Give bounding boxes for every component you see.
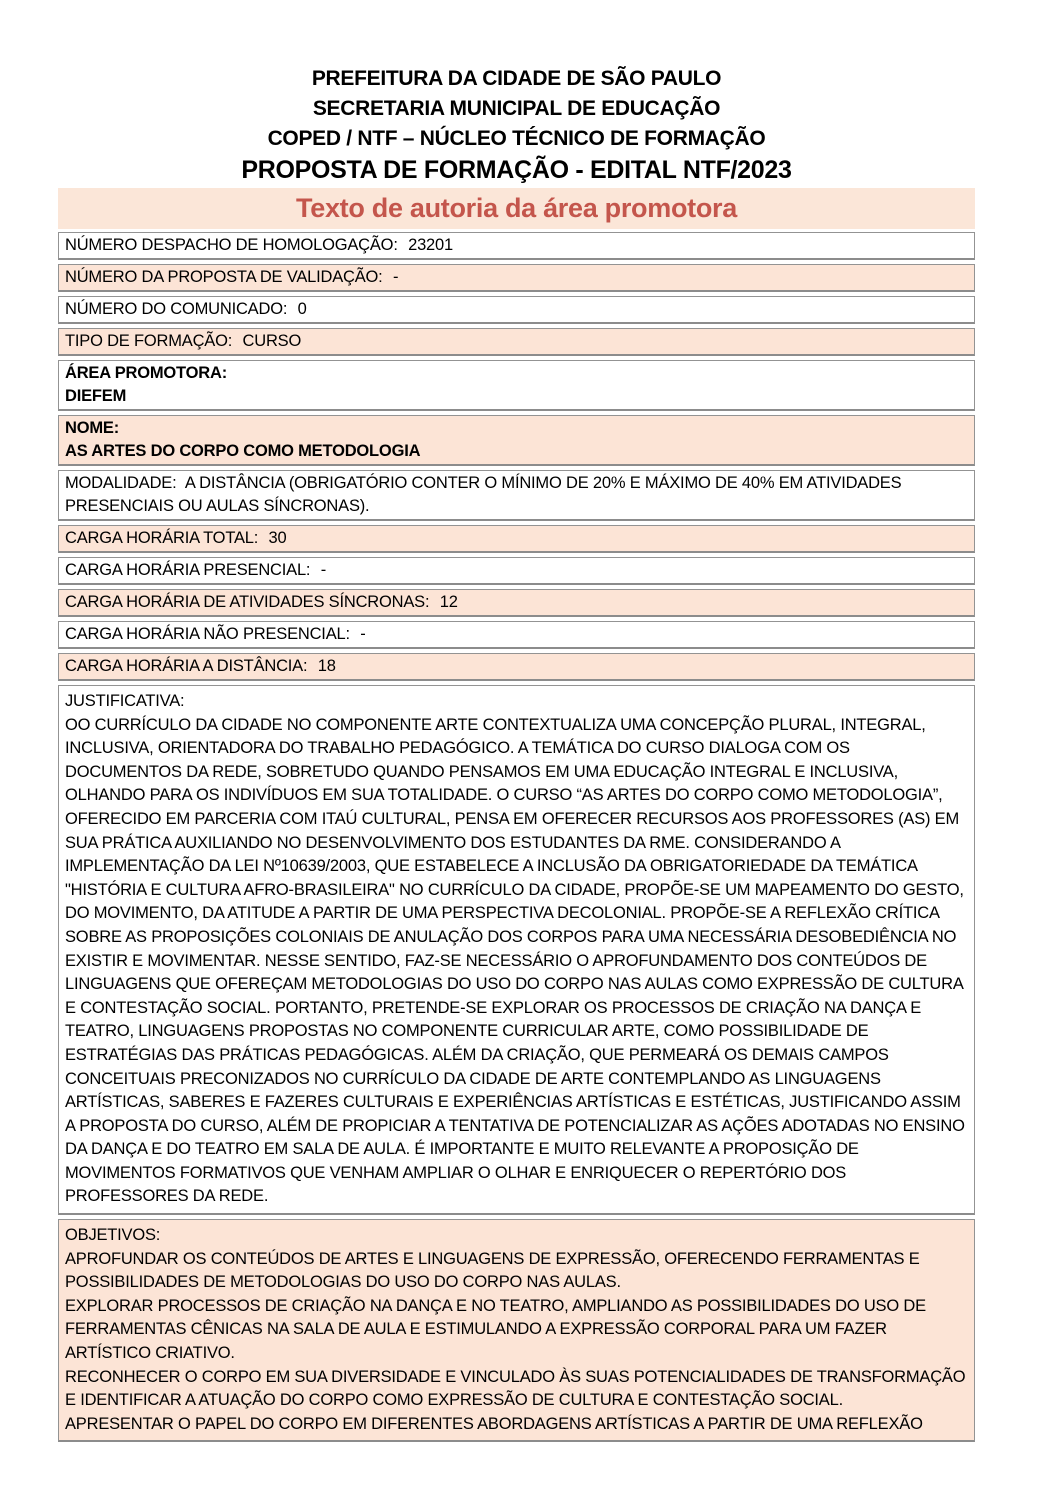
field-label: CARGA HORÁRIA DE ATIVIDADES SÍNCRONAS: (65, 593, 430, 611)
objetivo-item: RECONHECER O CORPO EM SUA DIVERSIDADE E VINCULADO ÀS SUAS POTENCIALIDADES DE TRANSFORMAÇÃO E IDENTIFICAR A ATUAÇÃO DO CORPO COMO EXPRESSÃO DE CULTURA E CONTESTAÇÃO SOCIAL. (65, 1367, 966, 1410)
field-label: MODALIDADE: (65, 474, 177, 492)
field-value: A DISTÂNCIA (OBRIGATÓRIO CONTER O MÍNIMO DE 20% E MÁXIMO DE 40% EM ATIVIDADES PRESENCIAIS OU AULAS SÍNCRONAS). (65, 474, 902, 515)
field-value: AS ARTES DO CORPO COMO METODOLOGIA (65, 442, 421, 460)
justificativa-label: JUSTIFICATIVA: (65, 692, 185, 710)
field-area-promotora (58, 360, 975, 411)
field-modalidade (58, 470, 975, 521)
field-label: TIPO DE FORMAÇÃO: (65, 332, 233, 350)
field-tipo-formacao (58, 328, 975, 356)
field-carga-horaria-distancia (58, 653, 975, 681)
header-line-secretaria: SECRETARIA MUNICIPAL DE EDUCAÇÃO (312, 97, 721, 120)
field-nome (58, 415, 975, 466)
field-value: - (360, 625, 366, 643)
field-carga-horaria-nao-presencial (58, 621, 975, 649)
authorship-banner-text: Texto de autoria da área promotora (296, 193, 737, 223)
field-label: ÁREA PROMOTORA: (65, 364, 228, 382)
field-value: 12 (439, 593, 458, 611)
field-carga-horaria-presencial (58, 557, 975, 585)
field-label: NÚMERO DO COMUNICADO: (65, 300, 288, 318)
field-numero-proposta-validacao (58, 264, 975, 292)
objetivos-label: OBJETIVOS: (65, 1226, 161, 1245)
authorship-banner (58, 188, 975, 229)
page-title: PROPOSTA DE FORMAÇÃO - EDITAL NTF/2023 (241, 156, 792, 184)
field-value: - (320, 561, 327, 579)
document-header (58, 0, 975, 186)
field-label: CARGA HORÁRIA NÃO PRESENCIAL: (65, 625, 350, 643)
objetivo-item: APRESENTAR O PAPEL DO CORPO EM DIFERENTES ABORDAGENS ARTÍSTICAS A PARTIR DE UMA REFLEXÃO (65, 1414, 923, 1433)
field-value: 23201 (408, 236, 453, 254)
field-label: CARGA HORÁRIA TOTAL: (65, 529, 259, 547)
objetivos-block (58, 1219, 975, 1442)
justificativa-block (58, 685, 975, 1215)
field-value: CURSO (242, 332, 302, 350)
header-line-prefeitura: PREFEITURA DA CIDADE DE SÃO PAULO (311, 67, 722, 90)
document-page (58, 0, 975, 1442)
field-label: CARGA HORÁRIA A DISTÂNCIA: (65, 657, 308, 675)
field-label: NÚMERO DESPACHO DE HOMOLOGAÇÃO: (65, 236, 398, 254)
fields-list (58, 232, 975, 1442)
field-label: CARGA HORÁRIA PRESENCIAL: (65, 561, 311, 579)
field-value: 30 (268, 529, 287, 547)
field-value: 0 (297, 300, 307, 318)
field-value: 18 (317, 657, 336, 675)
field-label: NOME: (65, 419, 119, 437)
field-value: DIEFEM (65, 387, 127, 405)
header-line-coped: COPED / NTF – NÚCLEO TÉCNICO DE FORMAÇÃO (267, 127, 766, 150)
field-carga-horaria-total (58, 525, 975, 553)
field-numero-despacho-homologacao (58, 232, 975, 260)
objetivo-item: EXPLORAR PROCESSOS DE CRIAÇÃO NA DANÇA E NO TEATRO, AMPLIANDO AS POSSIBILIDADES DO USO DE FERRAMENTAS CÊNICAS NA SALA DE AULA E ESTIMULANDO A EXPRESSÃO CORPORAL PARA UM FAZER ARTÍSTICO CRIATIVO. (65, 1296, 926, 1363)
field-carga-horaria-sincronas (58, 589, 975, 617)
justificativa-text: OO CURRÍCULO DA CIDADE NO COMPONENTE ARTE CONTEXTUALIZA UMA CONCEPÇÃO PLURAL, INTEGRAL, INCLUSIVA, ORIENTADORA DO TRABALHO PEDAGÓGICO. A TEMÁTICA DO CURSO DIALOGA COM OS DOCUMENTOS DA REDE, SOBRETUDO QUANDO PENSAMOS EM UMA EDUCAÇÃO INTEGRAL E INCLUSIVA, OLHANDO PARA OS INDIVÍDUOS EM SUA TOTALIDADE. O CURSO “AS ARTES DO CORPO COMO METODOLOGIA”, OFERECIDO EM PARCERIA COM ITAÚ CULTURAL, PENSA EM OFERECER RECURSOS AOS PROFESSORES (AS) EM SUA PRÁTICA AUXILIANDO NO DESENVOLVIMENTO DOS ESTUDANTES DA RME. CONSIDERANDO A IMPLEMENTAÇÃO DA LEI Nº10639/2003, QUE ESTABELECE A INCLUSÃO DA OBRIGATORIEDADE DA TEMÁTICA "HISTÓRIA E CULTURA AFRO-BRASILEIRA" NO CURRÍCULO DA CIDADE, PROPÕE-SE UM MAPEAMENTO DO GESTO, DO MOVIMENTO, DA ATITUDE A PARTIR DE UMA PERSPECTIVA DECOLONIAL. PROPÕE-SE A REFLEXÃO CRÍTICA SOBRE AS PROPOSIÇÕES COLONIAIS DE ANULAÇÃO DOS CORPOS PARA UMA NECESSÁRIA DESOBEDIÊNCIA NO EXISTIR E MOVIMENTAR. NESSE SENTIDO, FAZ-SE NECESSÁRIO O APROFUNDAMENTO DOS CONTEÚDOS DE LINGUAGENS QUE OFEREÇAM METODOLOGIAS DO USO DO CORPO NAS AULAS COMO EXPRESSÃO DE CULTURA E CONTESTAÇÃO SOCIAL. PORTANTO, PRETENDE-SE EXPLORAR OS PROCESSOS DE CRIAÇÃO NA DANÇA E TEATRO, LINGUAGENS PROPOSTAS NO COMPONENTE CURRICULAR ARTE, COMO POSSIBILIDADE DE ESTRATÉGIAS DAS PRÁTICAS PEDAGÓGICAS. ALÉM DA CRIAÇÃO, QUE PERMEARÁ OS DEMAIS CAMPOS CONCEITUAIS PRECONIZADOS NO CURRÍCULO DA CIDADE DE ARTE CONTEMPLANDO AS LINGUAGENS ARTÍSTICAS, SABERES E FAZERES CULTURAIS E EXPERIÊNCIAS ARTÍSTICAS E ESTÉTICAS, JUSTIFICANDO ASSIM A PROPOSTA DO CURSO, ALÉM DE PROPICIAR A TENTATIVA DE POTENCIALIZAR AS AÇÕES ADOTADAS NO ENSINO DA DANÇA E DO TEATRO EM SALA DE AULA. É IMPORTANTE E MUITO RELEVANTE A PROPOSIÇÃO DE MOVIMENTOS FORMATIVOS QUE VENHAM AMPLIAR O OLHAR E ENRIQUECER O REPERTÓRIO DOS PROFESSORES DA REDE. (65, 715, 965, 1206)
objetivo-item: APROFUNDAR OS CONTEÚDOS DE ARTES E LINGUAGENS DE EXPRESSÃO, OFERECENDO FERRAMENTAS E POSSIBILIDADES DE METODOLOGIAS DO USO DO CORPO NAS AULAS. (65, 1249, 920, 1292)
field-label: NÚMERO DA PROPOSTA DE VALIDAÇÃO: (65, 268, 383, 286)
field-numero-comunicado (58, 296, 975, 324)
field-value: - (392, 268, 399, 286)
